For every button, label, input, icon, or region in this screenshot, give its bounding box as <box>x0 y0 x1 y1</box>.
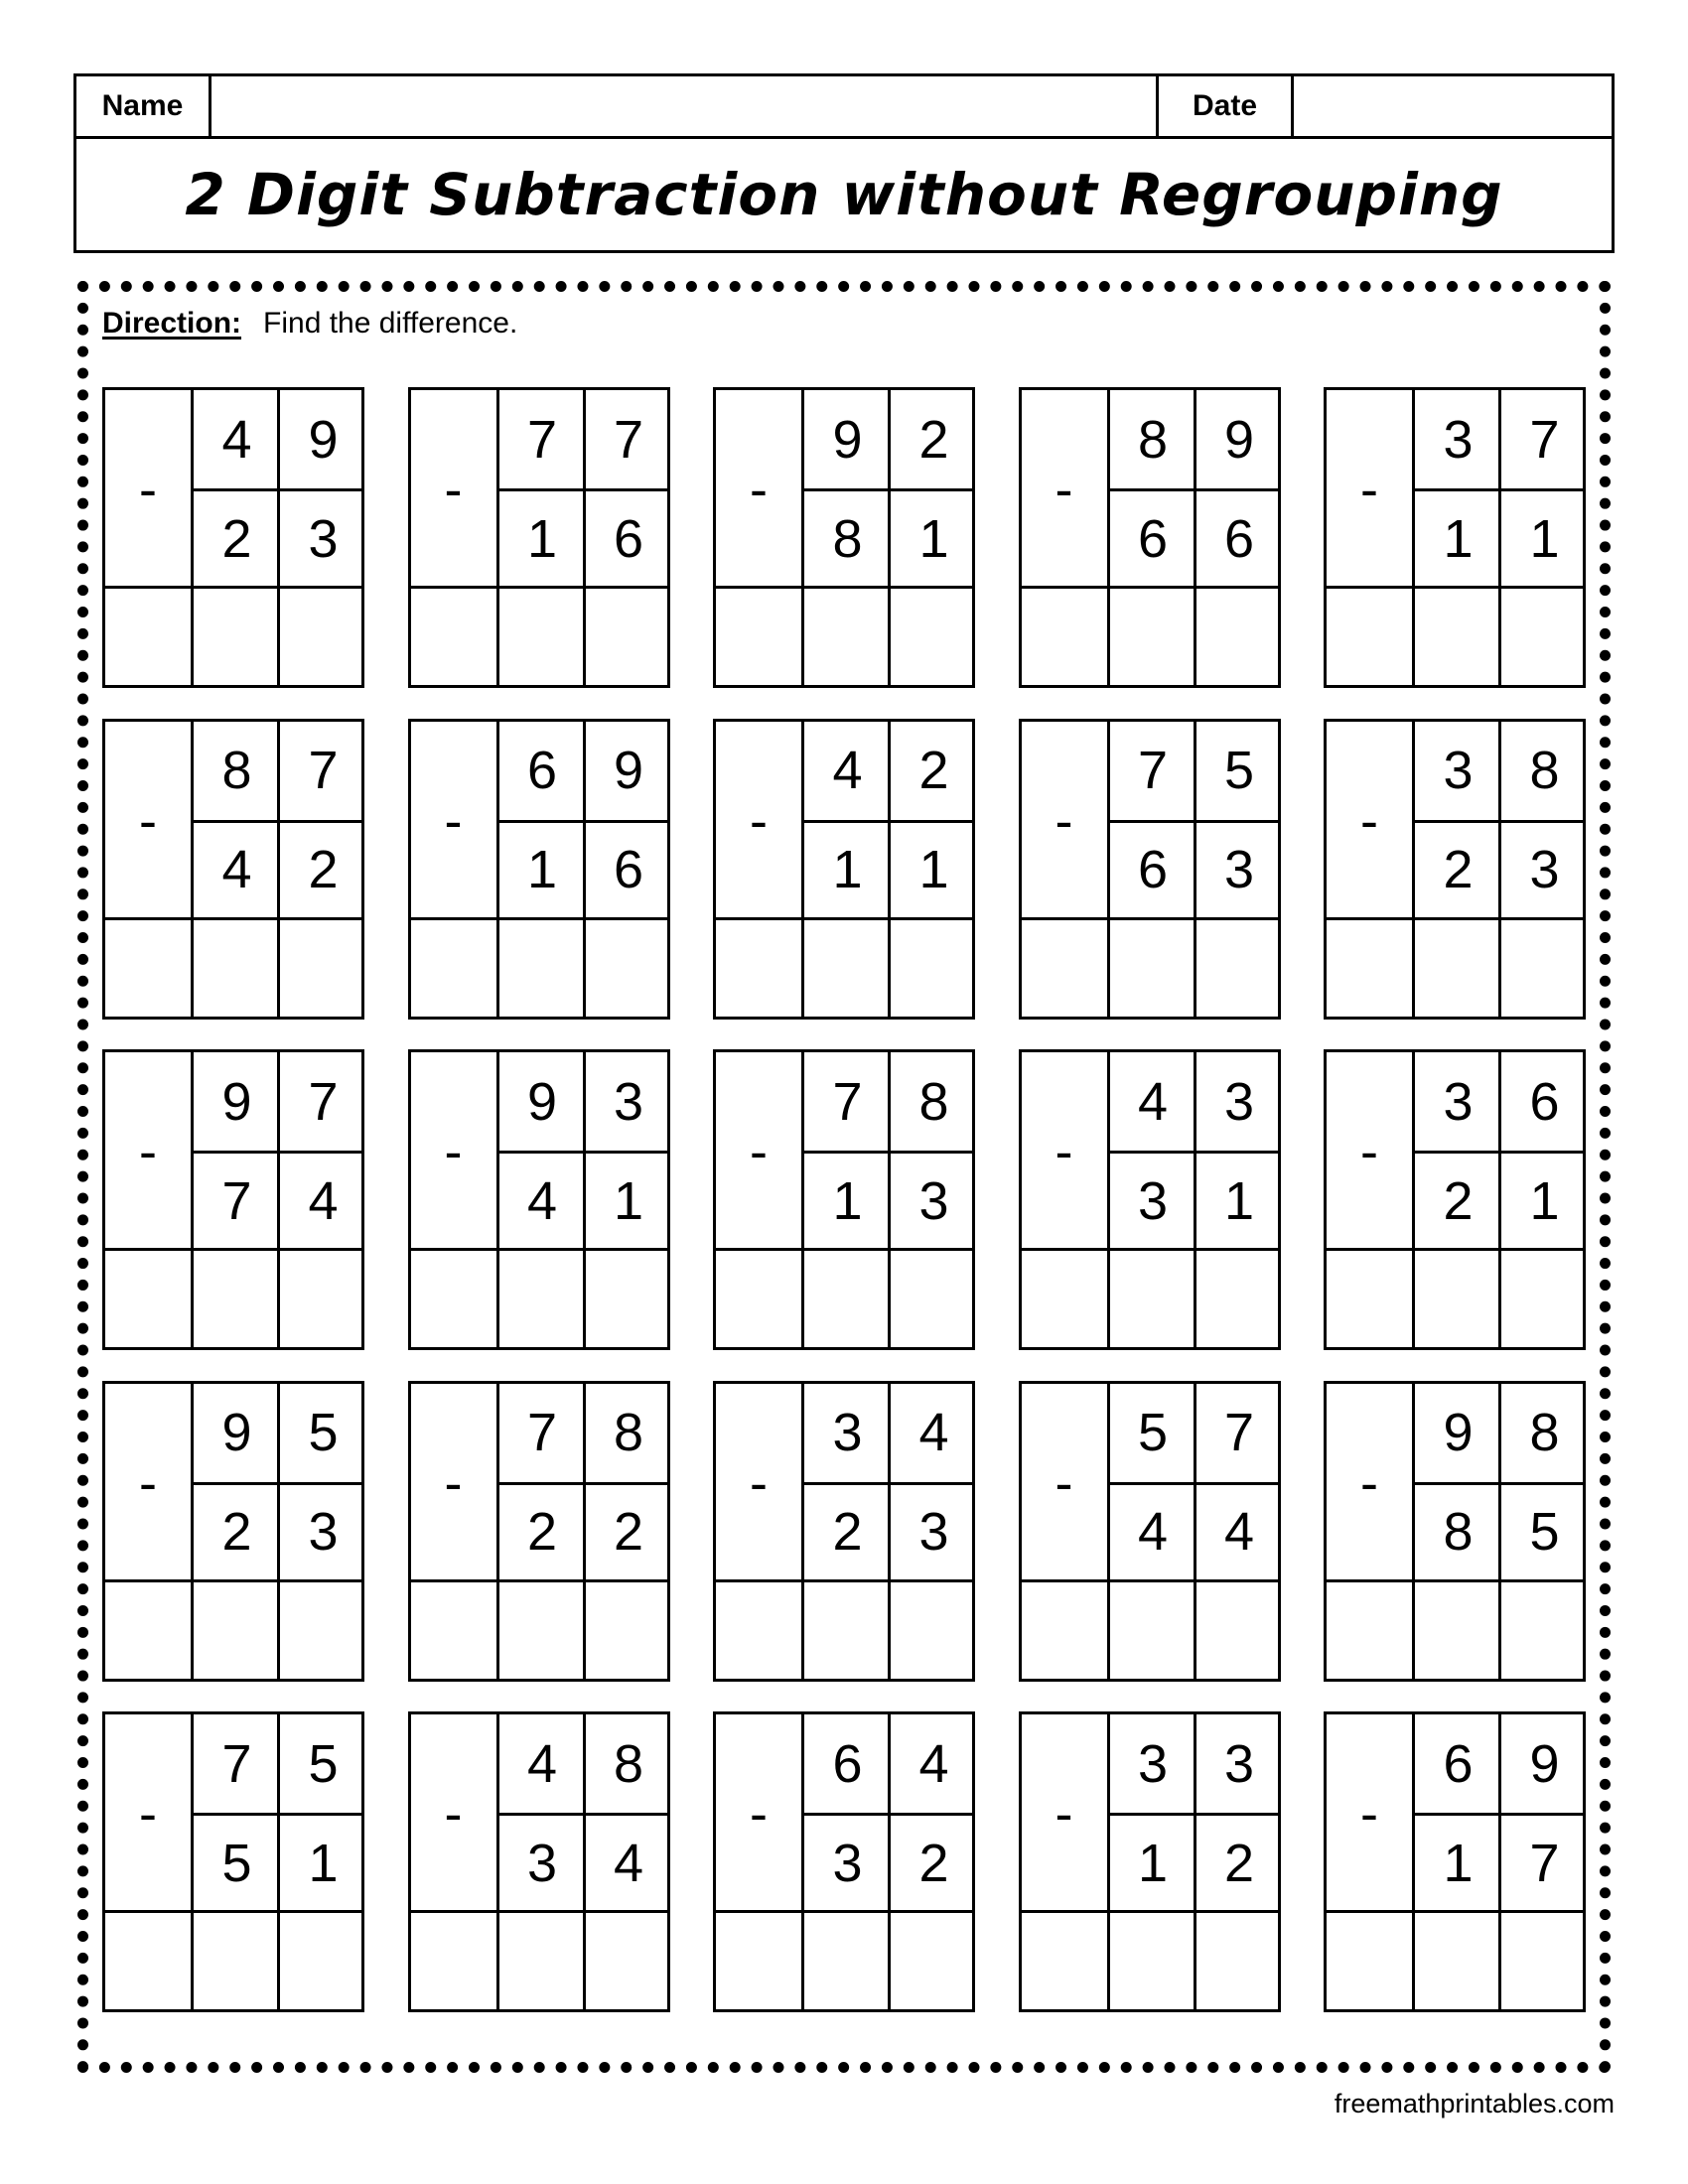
minus-sign: - <box>1360 460 1378 519</box>
answer-cell-ones[interactable] <box>1501 920 1585 1020</box>
answer-cell-tens[interactable] <box>804 920 888 1020</box>
answer-cell-blank[interactable] <box>1022 1251 1107 1350</box>
answer-cell-ones[interactable] <box>1501 1913 1585 2012</box>
date-label: Date <box>1159 76 1294 136</box>
subtraction-problem <box>1019 387 1281 688</box>
subtrahend-digit-ones: 1 <box>1529 508 1560 569</box>
answer-cell-blank[interactable] <box>105 1913 191 2012</box>
minuend-digit-tens: 7 <box>832 1071 863 1132</box>
minuend-digit-tens: 9 <box>221 1403 252 1462</box>
worksheet-header <box>73 73 1615 253</box>
minus-sign: - <box>1360 1122 1378 1181</box>
subtraction-problem <box>1019 1711 1281 2012</box>
subtraction-problem <box>408 1711 670 2012</box>
minuend-digit-ones: 7 <box>613 409 644 470</box>
subtrahend-digit-ones: 7 <box>1529 1833 1560 1893</box>
subtraction-problem <box>713 387 975 688</box>
answer-cell-blank[interactable] <box>716 589 801 688</box>
minus-sign: - <box>1360 1452 1378 1513</box>
answer-cell-ones[interactable] <box>586 1251 669 1350</box>
answer-cell-blank[interactable] <box>1022 589 1107 688</box>
date-field[interactable] <box>1294 76 1612 136</box>
minuend-digit-ones: 9 <box>308 409 339 470</box>
minus-sign: - <box>750 1122 768 1181</box>
answer-cell-tens[interactable] <box>1110 1913 1194 2012</box>
answer-cell-tens[interactable] <box>1110 589 1194 688</box>
subtrahend-digit-ones: 3 <box>308 508 339 569</box>
answer-cell-blank[interactable] <box>411 1913 496 2012</box>
minuend-digit-ones: 3 <box>1223 1733 1255 1794</box>
subtraction-problem <box>408 719 670 1020</box>
subtrahend-digit-tens: 1 <box>1443 508 1474 569</box>
subtraction-problem <box>102 1381 364 1682</box>
subtraction-problem <box>1019 1381 1281 1682</box>
answer-cell-ones[interactable] <box>1196 589 1280 688</box>
subtrahend-digit-ones: 1 <box>1223 1170 1255 1231</box>
answer-cell-tens[interactable] <box>804 1913 888 2012</box>
subtraction-problem <box>102 1049 364 1350</box>
answer-cell-blank[interactable] <box>105 589 191 688</box>
answer-cell-blank[interactable] <box>1022 1582 1107 1682</box>
subtraction-problem <box>1019 1049 1281 1350</box>
minuend-digit-ones: 8 <box>613 1733 644 1794</box>
direction-label: Direction: <box>102 307 242 340</box>
minus-sign: - <box>750 1452 768 1513</box>
answer-cell-blank[interactable] <box>105 1251 191 1350</box>
subtraction-problem <box>1324 387 1586 688</box>
answer-cell-blank[interactable] <box>105 920 191 1020</box>
answer-cell-tens[interactable] <box>499 589 583 688</box>
minuend-digit-tens: 6 <box>832 1733 863 1794</box>
subtrahend-digit-ones: 2 <box>918 1833 949 1893</box>
footer-website: freemathprintables.com <box>1334 2089 1615 2118</box>
minuend-digit-tens: 7 <box>526 1403 558 1462</box>
answer-cell-ones[interactable] <box>586 920 669 1020</box>
subtrahend-digit-tens: 1 <box>1137 1833 1169 1893</box>
minus-sign: - <box>1360 1784 1378 1843</box>
answer-cell-ones[interactable] <box>891 1251 974 1350</box>
answer-cell-ones[interactable] <box>891 920 974 1020</box>
minus-sign: - <box>1055 460 1073 519</box>
subtraction-problem <box>408 1381 670 1682</box>
subtrahend-digit-tens: 7 <box>221 1170 252 1231</box>
answer-cell-ones[interactable] <box>280 920 363 1020</box>
minuend-digit-ones: 5 <box>1223 741 1255 800</box>
answer-cell-ones[interactable] <box>891 1582 974 1682</box>
answer-cell-blank[interactable] <box>411 920 496 1020</box>
answer-cell-tens[interactable] <box>1415 589 1498 688</box>
minuend-digit-ones: 9 <box>1223 409 1255 470</box>
answer-cell-ones[interactable] <box>1501 589 1585 688</box>
minus-sign: - <box>1055 1784 1073 1843</box>
subtrahend-digit-ones: 3 <box>1223 840 1255 899</box>
answer-cell-tens[interactable] <box>499 1582 583 1682</box>
subtrahend-digit-tens: 6 <box>1137 508 1169 569</box>
minus-sign: - <box>750 460 768 519</box>
answer-cell-tens[interactable] <box>1110 1251 1194 1350</box>
answer-cell-ones[interactable] <box>1196 1582 1280 1682</box>
answer-cell-blank[interactable] <box>716 1913 801 2012</box>
problem-grid <box>102 387 1586 2013</box>
answer-cell-ones[interactable] <box>280 1251 363 1350</box>
answer-cell-ones[interactable] <box>280 589 363 688</box>
subtrahend-digit-ones: 2 <box>308 840 339 899</box>
worksheet-title: 2 Digit Subtraction without Regrouping <box>185 161 1503 228</box>
subtrahend-digit-tens: 4 <box>526 1170 558 1231</box>
subtraction-problem <box>1324 1381 1586 1682</box>
subtrahend-digit-ones: 1 <box>308 1833 339 1893</box>
subtraction-problem <box>1019 719 1281 1020</box>
subtrahend-digit-ones: 3 <box>918 1170 949 1231</box>
subtraction-problem <box>713 1711 975 2012</box>
minuend-digit-ones: 7 <box>1223 1403 1255 1462</box>
minus-sign: - <box>444 1784 463 1843</box>
subtraction-problem <box>1324 719 1586 1020</box>
minuend-digit-ones: 8 <box>1529 741 1560 800</box>
minuend-digit-ones: 6 <box>1529 1071 1560 1132</box>
minuend-digit-tens: 8 <box>1137 409 1169 470</box>
answer-cell-tens[interactable] <box>194 920 277 1020</box>
minus-sign: - <box>1055 1452 1073 1513</box>
answer-cell-ones[interactable] <box>1196 1913 1280 2012</box>
minuend-digit-tens: 7 <box>1137 741 1169 800</box>
answer-cell-ones[interactable] <box>586 589 669 688</box>
subtrahend-digit-ones: 4 <box>613 1833 644 1893</box>
answer-cell-blank[interactable] <box>716 1251 801 1350</box>
subtrahend-digit-tens: 8 <box>1443 1502 1474 1562</box>
minus-sign: - <box>139 1452 157 1513</box>
answer-cell-ones[interactable] <box>891 589 974 688</box>
subtrahend-digit-tens: 4 <box>221 840 252 899</box>
subtraction-problem <box>408 387 670 688</box>
minuend-digit-tens: 3 <box>1137 1733 1169 1794</box>
direction-line <box>102 302 517 345</box>
subtrahend-digit-ones: 3 <box>918 1502 949 1562</box>
answer-cell-tens[interactable] <box>194 1913 277 2012</box>
minus-sign: - <box>1360 790 1378 851</box>
answer-cell-tens[interactable] <box>499 920 583 1020</box>
answer-cell-ones[interactable] <box>1196 1251 1280 1350</box>
minus-sign: - <box>1055 790 1073 851</box>
subtraction-problem <box>713 1049 975 1350</box>
subtrahend-digit-ones: 4 <box>308 1170 339 1231</box>
subtrahend-digit-tens: 3 <box>1137 1170 1169 1231</box>
minuend-digit-tens: 5 <box>1137 1403 1169 1462</box>
minuend-digit-ones: 7 <box>308 741 339 800</box>
minuend-digit-tens: 3 <box>832 1403 863 1462</box>
answer-cell-tens[interactable] <box>499 1251 583 1350</box>
answer-cell-tens[interactable] <box>1415 920 1498 1020</box>
minuend-digit-tens: 6 <box>1443 1733 1474 1794</box>
subtrahend-digit-ones: 2 <box>613 1502 644 1562</box>
subtraction-problem <box>102 1711 364 2012</box>
answer-cell-tens[interactable] <box>804 589 888 688</box>
answer-cell-blank[interactable] <box>411 1251 496 1350</box>
subtrahend-digit-tens: 1 <box>1443 1833 1474 1893</box>
minuend-digit-tens: 4 <box>832 741 863 800</box>
minuend-digit-ones: 4 <box>918 1733 949 1794</box>
minuend-digit-ones: 7 <box>308 1071 339 1132</box>
minus-sign: - <box>444 1122 463 1181</box>
answer-cell-blank[interactable] <box>716 1582 801 1682</box>
subtraction-problem <box>1324 1049 1586 1350</box>
subtrahend-digit-tens: 2 <box>526 1502 558 1562</box>
minuend-digit-tens: 7 <box>526 409 558 470</box>
subtrahend-digit-ones: 3 <box>1529 840 1560 899</box>
minuend-digit-ones: 9 <box>1529 1733 1560 1794</box>
subtrahend-digit-tens: 1 <box>526 508 558 569</box>
subtrahend-digit-ones: 1 <box>613 1170 644 1231</box>
subtraction-problem <box>408 1049 670 1350</box>
minuend-digit-tens: 7 <box>221 1733 252 1794</box>
answer-cell-blank[interactable] <box>105 1582 191 1682</box>
minuend-digit-ones: 5 <box>308 1733 339 1794</box>
answer-cell-tens[interactable] <box>804 1582 888 1682</box>
minuend-digit-ones: 4 <box>918 1403 949 1462</box>
subtrahend-digit-ones: 2 <box>1223 1833 1255 1893</box>
minuend-digit-tens: 4 <box>526 1733 558 1794</box>
minus-sign: - <box>139 1784 157 1843</box>
answer-cell-tens[interactable] <box>1415 1251 1498 1350</box>
answer-cell-blank[interactable] <box>1327 1913 1412 2012</box>
minuend-digit-ones: 2 <box>918 409 949 470</box>
subtrahend-digit-ones: 5 <box>1529 1502 1560 1562</box>
answer-cell-tens[interactable] <box>499 1913 583 2012</box>
minuend-digit-tens: 3 <box>1443 409 1474 470</box>
subtrahend-digit-ones: 3 <box>308 1502 339 1562</box>
minus-sign: - <box>750 1784 768 1843</box>
answer-cell-tens[interactable] <box>1110 920 1194 1020</box>
subtrahend-digit-ones: 6 <box>1223 508 1255 569</box>
minuend-digit-tens: 9 <box>221 1071 252 1132</box>
minus-sign: - <box>1055 1122 1073 1181</box>
minuend-digit-tens: 4 <box>221 409 252 470</box>
minuend-digit-tens: 9 <box>832 409 863 470</box>
minuend-digit-tens: 3 <box>1443 1071 1474 1132</box>
answer-cell-tens[interactable] <box>194 589 277 688</box>
name-label: Name <box>76 76 211 136</box>
answer-cell-tens[interactable] <box>194 1251 277 1350</box>
subtrahend-digit-tens: 5 <box>221 1833 252 1893</box>
minuend-digit-ones: 7 <box>1529 409 1560 470</box>
answer-cell-blank[interactable] <box>1327 1251 1412 1350</box>
minus-sign: - <box>444 1452 463 1513</box>
subtrahend-digit-tens: 2 <box>221 1502 252 1562</box>
minuend-digit-ones: 3 <box>613 1071 644 1132</box>
subtrahend-digit-tens: 3 <box>832 1833 863 1893</box>
minuend-digit-tens: 9 <box>526 1071 558 1132</box>
answer-cell-ones[interactable] <box>1501 1251 1585 1350</box>
subtrahend-digit-tens: 2 <box>221 508 252 569</box>
answer-cell-blank[interactable] <box>716 920 801 1020</box>
subtrahend-digit-tens: 2 <box>1443 840 1474 899</box>
subtrahend-digit-ones: 6 <box>613 840 644 899</box>
minuend-digit-tens: 9 <box>1443 1403 1474 1462</box>
answer-cell-blank[interactable] <box>411 1582 496 1682</box>
minus-sign: - <box>444 460 463 519</box>
minuend-digit-tens: 6 <box>526 741 558 800</box>
answer-cell-ones[interactable] <box>1196 920 1280 1020</box>
subtrahend-digit-ones: 1 <box>918 508 949 569</box>
subtrahend-digit-tens: 1 <box>526 840 558 899</box>
answer-cell-ones[interactable] <box>280 1582 363 1682</box>
answer-cell-tens[interactable] <box>1415 1913 1498 2012</box>
minus-sign: - <box>139 460 157 519</box>
subtraction-problem <box>102 387 364 688</box>
subtraction-problem <box>102 719 364 1020</box>
answer-cell-ones[interactable] <box>891 1913 974 2012</box>
minuend-digit-tens: 4 <box>1137 1071 1169 1132</box>
subtraction-problem <box>713 719 975 1020</box>
answer-cell-tens[interactable] <box>1110 1582 1194 1682</box>
answer-cell-blank[interactable] <box>1327 1582 1412 1682</box>
minuend-digit-tens: 8 <box>221 741 252 800</box>
answer-cell-ones[interactable] <box>586 1913 669 2012</box>
subtrahend-digit-ones: 4 <box>1223 1502 1255 1562</box>
answer-cell-ones[interactable] <box>1501 1582 1585 1682</box>
answer-cell-ones[interactable] <box>586 1582 669 1682</box>
minuend-digit-tens: 3 <box>1443 741 1474 800</box>
subtrahend-digit-tens: 2 <box>1443 1170 1474 1231</box>
answer-cell-blank[interactable] <box>1022 1913 1107 2012</box>
subtrahend-digit-ones: 1 <box>1529 1170 1560 1231</box>
minus-sign: - <box>444 790 463 851</box>
subtraction-problem <box>1324 1711 1586 2012</box>
subtrahend-digit-ones: 1 <box>918 840 949 899</box>
subtrahend-digit-tens: 6 <box>1137 840 1169 899</box>
answer-cell-ones[interactable] <box>280 1913 363 2012</box>
minuend-digit-ones: 8 <box>918 1071 949 1132</box>
subtrahend-digit-tens: 3 <box>526 1833 558 1893</box>
answer-cell-tens[interactable] <box>194 1582 277 1682</box>
minus-sign: - <box>139 1122 157 1181</box>
name-date-row <box>76 76 1612 139</box>
minuend-digit-ones: 5 <box>308 1403 339 1462</box>
minuend-digit-ones: 2 <box>918 741 949 800</box>
subtrahend-digit-tens: 1 <box>832 1170 863 1231</box>
answer-cell-blank[interactable] <box>411 589 496 688</box>
answer-cell-blank[interactable] <box>1327 920 1412 1020</box>
subtrahend-digit-tens: 1 <box>832 840 863 899</box>
subtrahend-digit-ones: 6 <box>613 508 644 569</box>
minuend-digit-ones: 9 <box>613 741 644 800</box>
direction-text: Find the difference. <box>263 307 518 340</box>
minuend-digit-ones: 8 <box>1529 1403 1560 1462</box>
minuend-digit-ones: 3 <box>1223 1071 1255 1132</box>
subtrahend-digit-tens: 4 <box>1137 1502 1169 1562</box>
minuend-digit-ones: 8 <box>613 1403 644 1462</box>
answer-cell-blank[interactable] <box>1327 589 1412 688</box>
subtrahend-digit-tens: 2 <box>832 1502 863 1562</box>
answer-cell-blank[interactable] <box>1022 920 1107 1020</box>
answer-cell-tens[interactable] <box>804 1251 888 1350</box>
minus-sign: - <box>750 790 768 851</box>
answer-cell-tens[interactable] <box>1415 1582 1498 1682</box>
subtraction-problem <box>713 1381 975 1682</box>
minus-sign: - <box>139 790 157 851</box>
subtrahend-digit-tens: 8 <box>832 508 863 569</box>
name-field[interactable] <box>211 76 1159 136</box>
